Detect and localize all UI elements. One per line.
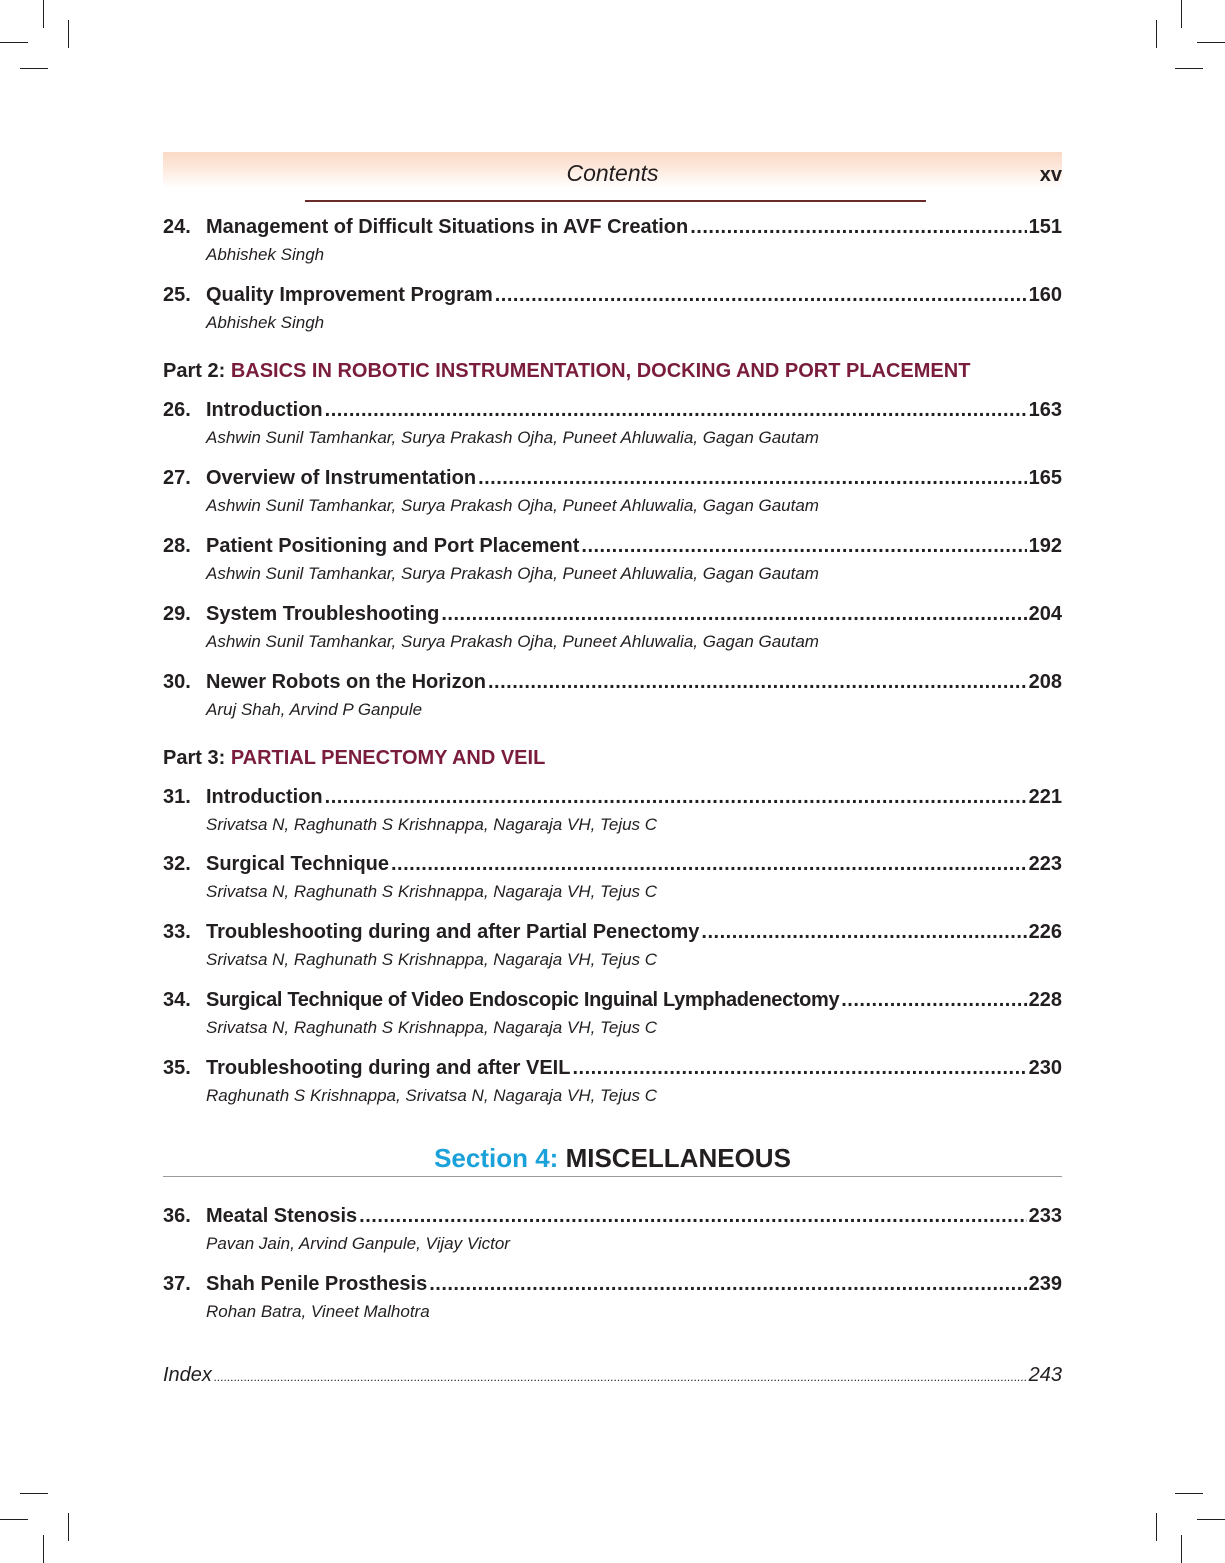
chapter-title: Surgical Technique of Video Endoscopic Inguinal Lymphadenectomy [206, 989, 840, 1011]
chapter-page: 221 [1028, 786, 1062, 808]
index-page: 243 [1028, 1364, 1062, 1386]
dot-leader [325, 784, 1027, 810]
toc-entry[interactable] [163, 1055, 1062, 1107]
chapter-number: 29. [163, 603, 191, 625]
chapter-page: 233 [1028, 1205, 1062, 1227]
crop-mark [20, 68, 48, 69]
section-name: MISCELLANEOUS [565, 1143, 791, 1173]
page-number: xv [1039, 164, 1062, 186]
dot-leader [214, 1364, 1027, 1390]
chapter-number: 34. [163, 989, 191, 1011]
crop-mark [68, 1513, 69, 1541]
crop-mark [1197, 42, 1225, 43]
chapter-authors: Abhishek Singh [206, 245, 325, 264]
chapter-number: 32. [163, 853, 191, 875]
chapter-title: Overview of Instrumentation [206, 467, 477, 489]
chapter-title: Management of Difficult Situations in AVF Creation [206, 216, 689, 238]
part-label: Part 3: [163, 747, 231, 769]
chapter-authors: Srivatsa N, Raghunath S Krishnappa, Nagaraja VH, Tejus C [206, 950, 658, 969]
chapter-page: 192 [1028, 535, 1062, 557]
section-heading [163, 1142, 1062, 1174]
chapter-number: 31. [163, 786, 191, 808]
crop-mark [43, 0, 44, 28]
dot-leader [391, 851, 1027, 877]
chapter-authors: Srivatsa N, Raghunath S Krishnappa, Nagaraja VH, Tejus C [206, 1018, 658, 1037]
toc-entry[interactable] [163, 851, 1062, 903]
chapter-authors: Aruj Shah, Arvind P Ganpule [206, 700, 423, 719]
chapter-number: 35. [163, 1057, 191, 1079]
crop-mark [1181, 1535, 1182, 1563]
dot-leader [325, 397, 1027, 423]
chapter-title: Troubleshooting during and after VEIL [206, 1057, 571, 1079]
toc-entry[interactable] [163, 282, 1062, 334]
toc-entry[interactable] [163, 601, 1062, 653]
toc-entry[interactable] [163, 784, 1062, 836]
chapter-number: 26. [163, 399, 191, 421]
chapter-number: 24. [163, 216, 191, 238]
chapter-page: 223 [1028, 853, 1062, 875]
toc-entry[interactable] [163, 669, 1062, 721]
chapter-page: 226 [1028, 921, 1062, 943]
chapter-title: Meatal Stenosis [206, 1205, 358, 1227]
part-heading [163, 745, 545, 771]
part-heading [163, 358, 970, 384]
chapter-title: Introduction [206, 786, 323, 808]
chapter-title: System Troubleshooting [206, 603, 440, 625]
chapter-authors: Srivatsa N, Raghunath S Krishnappa, Nagaraja VH, Tejus C [206, 815, 658, 834]
header-rule [305, 200, 926, 202]
chapter-title: Newer Robots on the Horizon [206, 671, 486, 693]
toc-entry[interactable] [163, 919, 1062, 971]
chapter-page: 163 [1028, 399, 1062, 421]
chapter-title: Patient Positioning and Port Placement [206, 535, 580, 557]
crop-mark [1156, 1513, 1157, 1541]
chapter-number: 33. [163, 921, 191, 943]
toc-entry[interactable] [163, 1203, 1062, 1255]
toc-entry[interactable] [163, 533, 1062, 585]
chapter-authors: Pavan Jain, Arvind Ganpule, Vijay Victor [206, 1234, 510, 1253]
index-entry[interactable] [163, 1362, 1062, 1390]
crop-mark [20, 1493, 48, 1494]
chapter-authors: Srivatsa N, Raghunath S Krishnappa, Nagaraja VH, Tejus C [206, 882, 658, 901]
part-label: Part 2: [163, 360, 231, 382]
chapter-page: 160 [1028, 284, 1062, 306]
chapter-page: 151 [1028, 216, 1062, 238]
chapter-authors: Ashwin Sunil Tamhankar, Surya Prakash Ojha, Puneet Ahluwalia, Gagan Gautam [206, 428, 819, 447]
toc-entry[interactable] [163, 465, 1062, 517]
dot-leader [359, 1203, 1026, 1229]
dot-leader [488, 669, 1027, 695]
chapter-authors: Ashwin Sunil Tamhankar, Surya Prakash Ojha, Puneet Ahluwalia, Gagan Gautam [206, 564, 819, 583]
running-header-title: Contents [566, 160, 659, 186]
chapter-number: 30. [163, 671, 191, 693]
chapter-page: 204 [1028, 603, 1062, 625]
dot-leader [701, 919, 1026, 945]
chapter-page: 165 [1028, 467, 1062, 489]
crop-mark [43, 1535, 44, 1563]
chapter-page: 228 [1028, 989, 1062, 1011]
chapter-page: 230 [1028, 1057, 1062, 1079]
chapter-number: 28. [163, 535, 191, 557]
part-name: BASICS IN ROBOTIC INSTRUMENTATION, DOCKING AND PORT PLACEMENT [230, 360, 971, 382]
part-name: PARTIAL PENECTOMY AND VEIL [230, 747, 546, 769]
dot-leader [441, 601, 1026, 627]
toc-entry[interactable] [163, 1271, 1062, 1323]
crop-mark [1181, 0, 1182, 28]
chapter-number: 36. [163, 1205, 191, 1227]
dot-leader [495, 282, 1027, 308]
chapter-number: 37. [163, 1273, 191, 1295]
toc-entry[interactable] [163, 397, 1062, 449]
chapter-page: 208 [1028, 671, 1062, 693]
chapter-title: Quality Improvement Program [206, 284, 493, 306]
section-rule [163, 1176, 1062, 1177]
chapter-authors: Ashwin Sunil Tamhankar, Surya Prakash Ojha, Puneet Ahluwalia, Gagan Gautam [206, 632, 819, 651]
chapter-number: 25. [163, 284, 191, 306]
chapter-title: Troubleshooting during and after Partial Penectomy [206, 921, 700, 943]
dot-leader [572, 1055, 1026, 1081]
chapter-title: Surgical Technique [206, 853, 389, 875]
chapter-authors: Rohan Batra, Vineet Malhotra [206, 1302, 430, 1321]
dot-leader [841, 987, 1026, 1013]
crop-mark [0, 1519, 28, 1520]
dot-leader [690, 214, 1026, 240]
dot-leader [478, 465, 1027, 491]
chapter-title: Introduction [206, 399, 323, 421]
chapter-authors: Raghunath S Krishnappa, Srivatsa N, Nagaraja VH, Tejus C [206, 1086, 658, 1105]
index-label: Index [163, 1364, 212, 1386]
section-label: Section 4: [434, 1143, 566, 1173]
toc-entry[interactable] [163, 987, 1062, 1039]
dot-leader [581, 533, 1026, 559]
chapter-authors: Abhishek Singh [206, 313, 325, 332]
chapter-number: 27. [163, 467, 191, 489]
crop-mark [1197, 1519, 1225, 1520]
crop-mark [0, 42, 28, 43]
crop-mark [1175, 68, 1203, 69]
crop-mark [1175, 1493, 1203, 1494]
chapter-title: Shah Penile Prosthesis [206, 1273, 428, 1295]
chapter-authors: Ashwin Sunil Tamhankar, Surya Prakash Ojha, Puneet Ahluwalia, Gagan Gautam [206, 496, 819, 515]
chapter-page: 239 [1028, 1273, 1062, 1295]
crop-mark [1156, 20, 1157, 48]
crop-mark [68, 20, 69, 48]
dot-leader [429, 1271, 1026, 1297]
toc-entry[interactable] [163, 214, 1062, 266]
